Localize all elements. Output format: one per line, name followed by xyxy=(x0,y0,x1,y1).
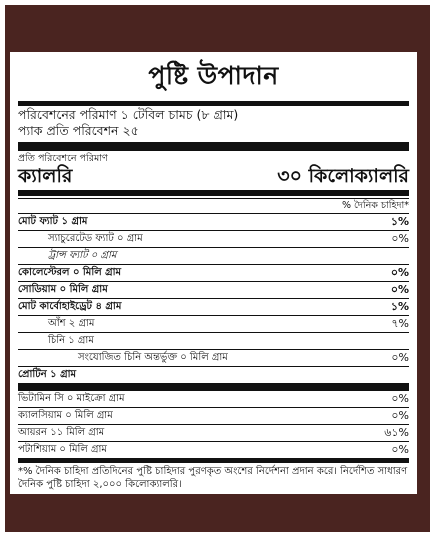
servings-per-pack: প্যাক প্রতি পরিবেশন ২৫ xyxy=(18,123,139,138)
nutrient-name: চিনি ১ গ্রাম xyxy=(48,334,94,346)
nutrient-row xyxy=(18,213,409,230)
nutrient-row xyxy=(18,298,409,315)
vitamin-name: ক্যালসিয়াম ০ মিলি গ্রাম xyxy=(18,409,113,421)
nutrient-name: প্রোটিন ১ গ্রাম xyxy=(18,368,77,380)
calories-label: ক্যালরি xyxy=(18,165,73,187)
vitamin-pct: ০% xyxy=(391,391,409,405)
nutrient-pct: ১% xyxy=(390,214,409,228)
nutrient-name: কোলেস্টেরল ০ মিলি গ্রাম xyxy=(18,266,122,278)
amount-per-serving: প্রতি পরিবেশনে পরিমাণ xyxy=(18,153,108,164)
nutrient-pct: ১% xyxy=(390,299,409,313)
nutrient-pct: ০% xyxy=(391,350,409,364)
vitamin-name: আয়রন ১১ মিলি গ্রাম xyxy=(18,426,105,438)
nutrient-name: সোডিয়াম ০ মিলি গ্রাম xyxy=(18,283,108,295)
nutrient-row xyxy=(18,281,409,298)
divider-thick xyxy=(18,142,409,151)
nutrient-name: ট্রান্স ফ্যাট ০ গ্রাম xyxy=(48,249,117,261)
calories-value: ৩০ কিলোক্যালরি xyxy=(277,165,409,187)
divider-thick xyxy=(18,190,409,196)
nutrient-name: মোট ফ্যাট ১ গ্রাম xyxy=(18,215,88,227)
nutrient-pct: ০% xyxy=(390,265,409,279)
label-title: পুষ্টি উপাদান xyxy=(148,61,279,90)
nutrient-row xyxy=(18,230,409,247)
vitamin-pct: ০% xyxy=(391,408,409,422)
vitamin-row xyxy=(18,424,409,441)
daily-value-header: % দৈনিক চাহিদা* xyxy=(18,198,409,213)
vitamin-name: ভিটামিন সি ০ মাইক্রো গ্রাম xyxy=(18,392,125,404)
vitamin-row xyxy=(18,391,409,407)
nutrient-row xyxy=(18,315,409,332)
nutrient-pct: ০% xyxy=(391,231,409,245)
nutrient-pct: ৭% xyxy=(391,316,409,330)
nutrient-row xyxy=(18,366,409,383)
footnote: *% দৈনিক চাহিদা প্রতিদিনের পুষ্টি চাহিদার পুরণকৃত অংশের নির্দেশনা প্রদান করে। নির্দেশিত সাধারণ দৈনিক পুষ্টি চাহিদা ২,০০০ কিলোক্যালরি। xyxy=(18,466,408,490)
vitamin-pct: ৬১% xyxy=(384,425,409,439)
nutrient-name: আঁশ ২ গ্রাম xyxy=(48,317,95,329)
nutrient-name: স্যাচুরেটেড ফ্যাট ০ গ্রাম xyxy=(48,232,143,244)
nutrient-row xyxy=(18,349,409,366)
nutrient-pct: ০% xyxy=(390,282,409,296)
calories-row xyxy=(18,165,409,187)
nutrient-name: মোট কার্বোহাইড্রেট ৪ গ্রাম xyxy=(18,300,122,312)
nutrient-row xyxy=(18,332,409,349)
vitamin-row xyxy=(18,441,409,458)
nutrition-label xyxy=(10,52,417,494)
nutrient-row xyxy=(18,247,409,264)
nutrient-name: সংযোজিত চিনি অন্তর্ভুক্ত ০ মিলি গ্রাম xyxy=(78,351,228,363)
vitamin-row xyxy=(18,407,409,424)
serving-size: পরিবেশনের পরিমাণ ১ টেবিল চামচ (৮ গ্রাম) xyxy=(18,107,239,122)
nutrient-row xyxy=(18,264,409,281)
divider xyxy=(18,101,409,106)
vitamin-name: পটাশিয়াম ০ মিলি গ্রাম xyxy=(18,443,107,455)
vitamin-pct: ০% xyxy=(391,442,409,456)
